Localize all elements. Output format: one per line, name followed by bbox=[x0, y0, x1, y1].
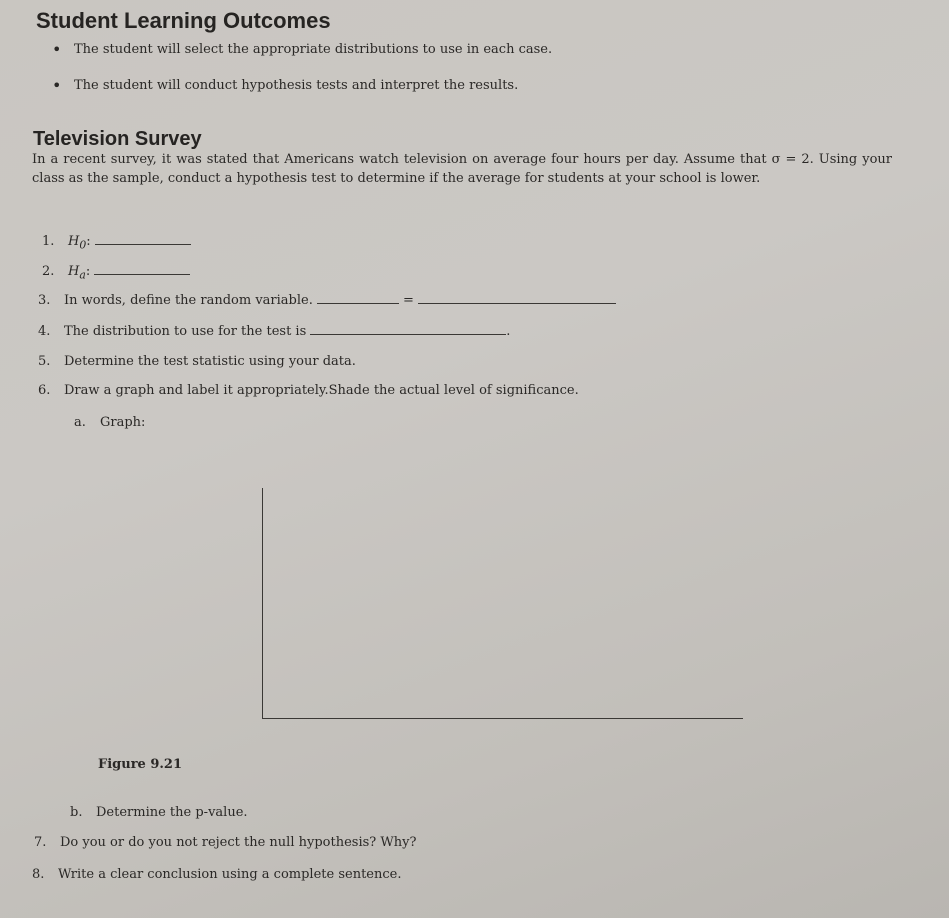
question-number: 2. bbox=[42, 264, 55, 279]
question-number: 1. bbox=[42, 234, 55, 249]
question-3 bbox=[38, 293, 616, 308]
alt-hypothesis-symbol: H bbox=[68, 264, 80, 279]
outcome-item: • The student will conduct hypothesis tests and interpret the results. bbox=[50, 78, 552, 114]
question-4 bbox=[38, 324, 510, 339]
question-number: 3. bbox=[38, 293, 51, 308]
answer-blank[interactable] bbox=[317, 302, 399, 304]
period: . bbox=[506, 324, 511, 339]
question-number: a. bbox=[74, 415, 86, 430]
survey-paragraph: In a recent survey, it was stated that Americans watch television on average four hours per day. Assume that σ = 2. Using your class as the sample, conduct a hypothesis test to determine if the average for students at your school is lower. bbox=[32, 152, 892, 186]
colon: : bbox=[85, 264, 91, 279]
question-text: The distribution to use for the test is bbox=[64, 324, 307, 339]
question-5 bbox=[38, 354, 356, 369]
answer-blank[interactable] bbox=[94, 273, 190, 275]
question-text: Graph: bbox=[100, 415, 146, 430]
answer-blank[interactable] bbox=[95, 243, 191, 245]
question-text: Determine the test statistic using your data. bbox=[64, 354, 356, 369]
question-number: 4. bbox=[38, 324, 51, 339]
question-number: 8. bbox=[32, 867, 45, 882]
equals-sign: = bbox=[402, 293, 414, 308]
colon: : bbox=[86, 234, 91, 249]
question-number: 6. bbox=[38, 383, 51, 398]
question-text: Do you or do you not reject the null hypothesis? Why? bbox=[60, 835, 417, 850]
null-hypothesis-symbol: H bbox=[68, 234, 80, 249]
outcomes-list bbox=[50, 42, 552, 114]
question-number: 7. bbox=[34, 835, 47, 850]
question-8 bbox=[32, 867, 401, 882]
question-7 bbox=[34, 835, 416, 850]
outcome-item: • The student will select the appropriate distributions to use in each case. bbox=[50, 42, 552, 78]
graph-area[interactable] bbox=[262, 488, 743, 719]
question-6b bbox=[70, 805, 248, 820]
question-number: b. bbox=[70, 805, 83, 820]
answer-blank[interactable] bbox=[310, 333, 506, 335]
question-number: 5. bbox=[38, 354, 51, 369]
question-text: Draw a graph and label it appropriately.Shade the actual level of significance. bbox=[64, 383, 579, 398]
question-text: In words, define the random variable. bbox=[64, 293, 313, 308]
question-2 bbox=[42, 264, 190, 282]
question-6 bbox=[38, 383, 579, 398]
question-6a bbox=[74, 415, 145, 430]
page-title: Student Learning Outcomes bbox=[36, 8, 331, 33]
answer-blank[interactable] bbox=[418, 302, 616, 304]
alt-hypothesis-subscript: a bbox=[79, 268, 86, 282]
null-hypothesis-subscript: 0 bbox=[79, 238, 87, 252]
question-text: Determine the p-value. bbox=[96, 805, 248, 820]
question-text: Write a clear conclusion using a complete sentence. bbox=[58, 867, 402, 882]
section-heading: Television Survey bbox=[33, 128, 202, 150]
question-1 bbox=[42, 234, 191, 252]
figure-caption: Figure 9.21 bbox=[98, 757, 183, 772]
